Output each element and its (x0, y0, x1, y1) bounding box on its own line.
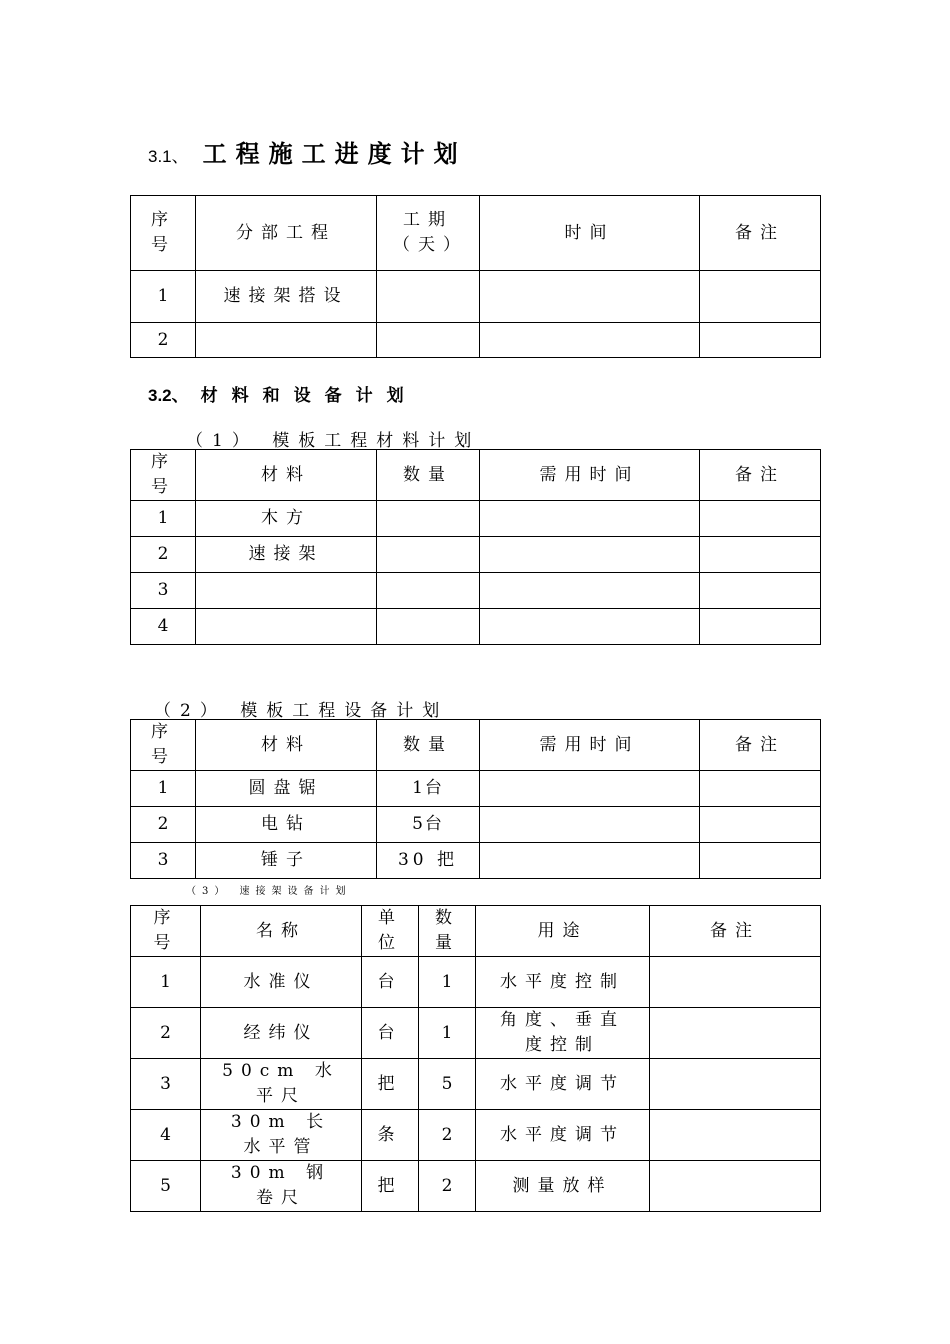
table-header-row (131, 720, 821, 771)
table-cell: 电钻 (196, 807, 377, 843)
table-cell (480, 609, 700, 645)
table-row (131, 609, 821, 645)
header-cell: 序号 (131, 450, 196, 501)
table-row (131, 501, 821, 537)
table-header-row (131, 196, 821, 271)
scaffold-equipment-table (130, 905, 821, 1212)
section-title: 工程施工进度计划 (202, 140, 467, 168)
header-cell: 分部工程 (196, 196, 377, 271)
section-heading-3-1 (148, 134, 467, 169)
table-row (131, 1059, 821, 1110)
table-cell (700, 271, 821, 323)
table-cell (196, 323, 377, 358)
table-cell (377, 501, 480, 537)
material-table (130, 449, 821, 645)
table-cell (480, 537, 700, 573)
header-cell: 用途 (476, 906, 650, 957)
table-row (131, 957, 821, 1008)
table-cell: 1 (131, 957, 201, 1008)
table-cell: 3 (131, 1059, 201, 1110)
header-cell: 数量 (377, 720, 480, 771)
table-row (131, 771, 821, 807)
header-cell: 备注 (700, 196, 821, 271)
table-row (131, 1161, 821, 1212)
header-cell: 单位 (362, 906, 419, 957)
table-cell (700, 501, 821, 537)
table-cell (650, 1161, 821, 1212)
subsection-title-1: （1） 模板工程材料计划 (186, 431, 481, 451)
table-cell: 水平度调节 (476, 1059, 650, 1110)
section-number: 3.2、 (148, 386, 189, 405)
table-cell (480, 501, 700, 537)
header-cell: 备注 (700, 450, 821, 501)
table-cell: 2 (131, 807, 196, 843)
table-cell: 2 (131, 1008, 201, 1059)
header-cell: 序号 (131, 906, 201, 957)
table-cell: 圆盘锯 (196, 771, 377, 807)
table-cell: 速接架搭设 (196, 271, 377, 323)
schedule-table (130, 195, 821, 358)
section-number: 3.1、 (148, 147, 189, 166)
table-row (131, 573, 821, 609)
table-cell: 台 (362, 1008, 419, 1059)
table-cell: 水平度控制 (476, 957, 650, 1008)
table-cell: 30m 长水平管 (201, 1110, 362, 1161)
table-cell: 角度、垂直度控制 (476, 1008, 650, 1059)
equipment-table (130, 719, 821, 879)
table-row (131, 537, 821, 573)
table-cell (650, 1059, 821, 1110)
table-cell: 50cm 水平尺 (201, 1059, 362, 1110)
table-cell: 1 (131, 501, 196, 537)
table-cell (700, 323, 821, 358)
table-cell: 把 (362, 1059, 419, 1110)
table-cell (480, 807, 700, 843)
table-cell: 2 (131, 323, 196, 358)
table-cell: 30 把 (377, 843, 480, 879)
table-cell (650, 1008, 821, 1059)
table-cell: 锤子 (196, 843, 377, 879)
header-cell: 备注 (700, 720, 821, 771)
table-cell (700, 609, 821, 645)
table-cell: 5 (131, 1161, 201, 1212)
table-header-row (131, 906, 821, 957)
header-cell: 序号 (131, 196, 196, 271)
table-cell: 1 (131, 271, 196, 323)
table-cell (377, 271, 480, 323)
table-cell (700, 573, 821, 609)
section-heading-3-2 (148, 381, 418, 406)
table-cell (196, 573, 377, 609)
table-cell: 经纬仪 (201, 1008, 362, 1059)
table-cell: 速接架 (196, 537, 377, 573)
table-cell: 4 (131, 1110, 201, 1161)
table-cell: 1 (419, 1008, 476, 1059)
header-cell: 时间 (480, 196, 700, 271)
table-row (131, 323, 821, 358)
table-cell (377, 573, 480, 609)
table-cell: 测量放样 (476, 1161, 650, 1212)
table-cell: 木方 (196, 501, 377, 537)
table-cell: 把 (362, 1161, 419, 1212)
table-cell: 2 (419, 1110, 476, 1161)
table-cell (480, 323, 700, 358)
table-cell: 水平度调节 (476, 1110, 650, 1161)
header-cell: 材料 (196, 450, 377, 501)
table-cell: 1 (419, 957, 476, 1008)
table-cell (377, 323, 480, 358)
table-cell (700, 843, 821, 879)
table-cell (700, 771, 821, 807)
table-header-row (131, 450, 821, 501)
header-cell: 需用时间 (480, 720, 700, 771)
subsection-title-3: （3） 速接架设备计划 (186, 886, 352, 897)
table-cell (650, 1110, 821, 1161)
table-row (131, 271, 821, 323)
table-cell (700, 537, 821, 573)
table-cell: 3 (131, 843, 196, 879)
header-cell: 数量 (377, 450, 480, 501)
table-cell: 条 (362, 1110, 419, 1161)
table-cell (480, 573, 700, 609)
table-cell (377, 609, 480, 645)
subsection-title-2: （2） 模板工程设备计划 (154, 701, 449, 721)
table-cell: 5台 (377, 807, 480, 843)
table-cell: 5 (419, 1059, 476, 1110)
table-cell: 3 (131, 573, 196, 609)
table-cell: 1 (131, 771, 196, 807)
table-cell: 水准仪 (201, 957, 362, 1008)
table-cell: 30m 钢卷尺 (201, 1161, 362, 1212)
table-cell (480, 843, 700, 879)
table-cell: 2 (419, 1161, 476, 1212)
header-cell: 备注 (650, 906, 821, 957)
header-cell: 需用时间 (480, 450, 700, 501)
header-cell: 材料 (196, 720, 377, 771)
table-cell (480, 771, 700, 807)
header-cell: 数量 (419, 906, 476, 957)
header-cell: 工期（天） (377, 196, 480, 271)
table-row (131, 843, 821, 879)
table-cell (480, 271, 700, 323)
table-cell (700, 807, 821, 843)
table-cell: 2 (131, 537, 196, 573)
table-cell: 1台 (377, 771, 480, 807)
table-cell (377, 537, 480, 573)
header-cell: 名称 (201, 906, 362, 957)
table-cell: 4 (131, 609, 196, 645)
section-title: 材料和设备计划 (200, 386, 418, 406)
header-cell: 序号 (131, 720, 196, 771)
table-cell (650, 957, 821, 1008)
table-row (131, 1110, 821, 1161)
table-row (131, 807, 821, 843)
table-row (131, 1008, 821, 1059)
table-cell: 台 (362, 957, 419, 1008)
table-cell (196, 609, 377, 645)
